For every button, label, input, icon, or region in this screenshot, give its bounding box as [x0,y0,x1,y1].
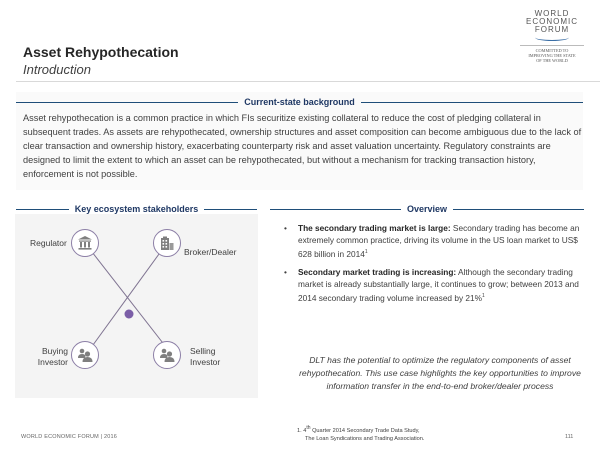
heading-rule [453,209,584,210]
buildings-icon [159,235,175,251]
regulator-node [71,229,99,257]
stakeholders-heading-label: Key ecosystem stakeholders [74,204,199,214]
label-line: Buying [42,346,68,356]
bullet-body: Although the secondary trading market is already substantially large, it continues to grow; between 2013 and 2014 secondary trading volume increased by 21% [298,266,579,303]
bullet-body: Secondary trading has become an extremely common practice, driving its volume in the US loan market to US$ 628 billion in 2014 [298,223,580,259]
bullet-dot-icon: • [284,223,287,233]
logo-line-2: ECONOMIC [526,17,578,26]
bullet-text [298,266,584,304]
page-number: 111 [565,434,574,440]
buying-investor-node [71,341,99,369]
footnote-ref: 1 [482,292,485,299]
footnote [297,424,424,443]
selling-investor-node [153,341,181,369]
bullet-item [284,222,584,260]
footnote-ref: 1 [364,249,368,255]
bullet-item [284,266,584,304]
footnote-line-2: The Loan Syndications and Trading Association. [305,435,425,442]
label-line: Investor [190,357,221,367]
people-icon [159,347,175,363]
footnote-number: 1. [297,427,302,434]
regulator-label: Regulator [30,238,67,248]
tagline-2: IMPROVING THE STATE [528,53,576,58]
overview-heading-label: Overview [406,204,448,214]
bullet-dot-icon: • [284,266,287,277]
buying-investor-label [36,346,68,368]
selling-investor-label [190,346,220,368]
overview-bullets [284,222,584,310]
bullet-bold: The secondary trading market is large: [298,223,451,233]
broker-dealer-node [153,229,181,257]
people-icon [77,347,93,363]
broker-dealer-label: Broker/Dealer [184,247,237,257]
label-line: Investor [37,357,68,367]
bullet-text [298,222,584,260]
footer-org: WORLD ECONOMIC FORUM | 2016 [21,434,118,440]
logo-line-3: FORUM [534,25,570,34]
heading-rule [270,209,401,210]
current-state-heading-label: Current-state background [244,97,355,107]
bank-icon [77,235,93,251]
footnote-line-1 [297,424,424,435]
logo-line-1: WORLD [534,9,570,18]
hub-node [125,310,134,319]
footnote-rest: Quarter 2014 Secondary Trade Data Study, [310,427,420,434]
footnote-sup: th [306,425,311,431]
bullet-bold: Secondary market trading is increasing: [298,266,457,277]
label-line: Selling [190,346,216,356]
overview-heading [270,204,584,214]
footnote-prefix: 4 [303,427,307,434]
page-subtitle: Introduction [23,62,91,77]
dlt-statement: DLT has the potential to optimize the regulatory components of asset rehypothecation. This use case highlights the key opportunities to improve information transfer in the end-to-end broker/dealer process [299,355,581,391]
page-title: Asset Rehypothecation [23,44,179,60]
tagline-3: OF THE WORLD [536,58,568,63]
tagline-1: COMMITTED TO [535,48,569,53]
current-state-text: Asset rehypothecation is a common practice in which FIs securitize existing collateral to reduce the cost of pledging collateral in subsequent trades. As assets are rehypothecated, ownership structures and asset composition can become ambiguous due to the lack of clear transaction and ownership history, exacerbating counterparty risk and asset valuation uncertainty. Regulatory constraints are designed to limit the extent to which an asset can be rehypothecated, but without a mechanism for tracking transaction history, enforcement is not possible. [23,113,582,179]
